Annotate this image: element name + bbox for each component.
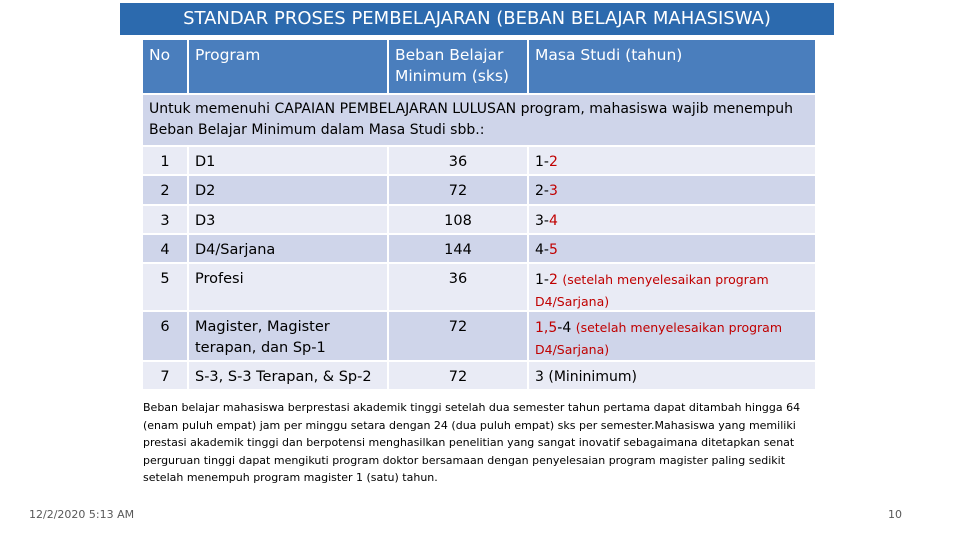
row-3-masa-end: 4 [548,213,558,229]
row-1-no: 1 [143,147,187,174]
row-6-masa-end: -4 [557,320,572,336]
row-7-sks: 72 [389,362,527,389]
header-masa [529,40,815,93]
header-beban-line2: Minimum (sks) [395,67,509,85]
row-4-masa-start: 4- [535,242,549,258]
row-6-masa [529,312,815,360]
row-5-note: (setelah menyelesaikan program D4/Sarjana) [535,272,769,309]
row-3-program: D3 [189,206,387,233]
header-beban-line1: Beban Belajar [395,46,504,64]
row-7-program: S-3, S-3 Terapan, & Sp-2 [189,362,387,389]
row-2-masa-end: 3 [548,183,558,199]
row-4-sks: 144 [389,235,527,262]
row-4-no: 4 [143,235,187,262]
row-2-sks: 72 [389,176,527,204]
row-5-program: Profesi [189,264,387,310]
row-6-masa-start: 1,5 [535,320,558,336]
footnote-text: Beban belajar mahasiswa berprestasi akademik tinggi setelah dua semester tahun pertama dapat ditambah hingga 64 (enam puluh empat) jam per minggu setara dengan 24 (dua puluh empat) sks per semester.Mahasiswa yang memiliki prestasi akademik tinggi dan berpotensi menghasilkan penelitian yang sangat inovatif sebagaimana ditetapkan senat perguruan tinggi dapat mengikuti program doktor bersamaan dengan penyelesaian program magister paling sedikit setelah menempuh program magister 1 (satu) tahun. [143,401,801,484]
row-5-masa-end: 2 [548,272,558,288]
row-5-no: 5 [143,264,187,310]
header-program-label: Program [195,46,261,64]
row-6-program: Magister, Magister terapan, dan Sp-1 [189,312,387,360]
header-program [189,40,387,93]
page-number: 10 [888,508,902,521]
header-masa-label: Masa Studi (tahun) [535,46,683,64]
row-4-program: D4/Sarjana [189,235,387,262]
row-7-masa-start: 3 (Mininimum) [535,369,637,385]
intro-text: Untuk memenuhi CAPAIAN PEMBELAJARAN LULUSAN program, mahasiswa wajib menempuh Beban Belajar Minimum dalam Masa Studi sbb.: [143,95,815,145]
row-2-masa [529,176,815,204]
row-1-masa-end: 2 [548,154,558,170]
header-no [143,40,187,93]
row-1-program: D1 [189,147,387,174]
row-1-sks: 36 [389,147,527,174]
row-7-no: 7 [143,362,187,389]
row-2-no: 2 [143,176,187,204]
row-4-masa [529,235,815,262]
row-2-masa-start: 2- [535,183,549,199]
header-no-label: No [149,46,171,64]
row-5-masa [529,264,815,310]
row-5-sks: 36 [389,264,527,310]
slide-title: STANDAR PROSES PEMBELAJARAN (BEBAN BELAJAR MAHASISWA) [120,3,834,35]
row-6-sks: 72 [389,312,527,360]
row-3-sks: 108 [389,206,527,233]
row-3-masa [529,206,815,233]
row-6-no: 6 [143,312,187,360]
row-6-note: (setelah menyelesaikan program D4/Sarjana) [535,320,783,357]
row-1-masa-start: 1- [535,154,549,170]
row-1-masa [529,147,815,174]
row-3-masa-start: 3- [535,213,549,229]
row-4-masa-end: 5 [548,242,558,258]
row-5-masa-start: 1- [535,272,549,288]
footer-date: 12/2/2020 5:13 AM [29,508,135,521]
row-7-masa [529,362,815,389]
row-3-no: 3 [143,206,187,233]
row-2-program: D2 [189,176,387,204]
header-beban [389,40,527,93]
